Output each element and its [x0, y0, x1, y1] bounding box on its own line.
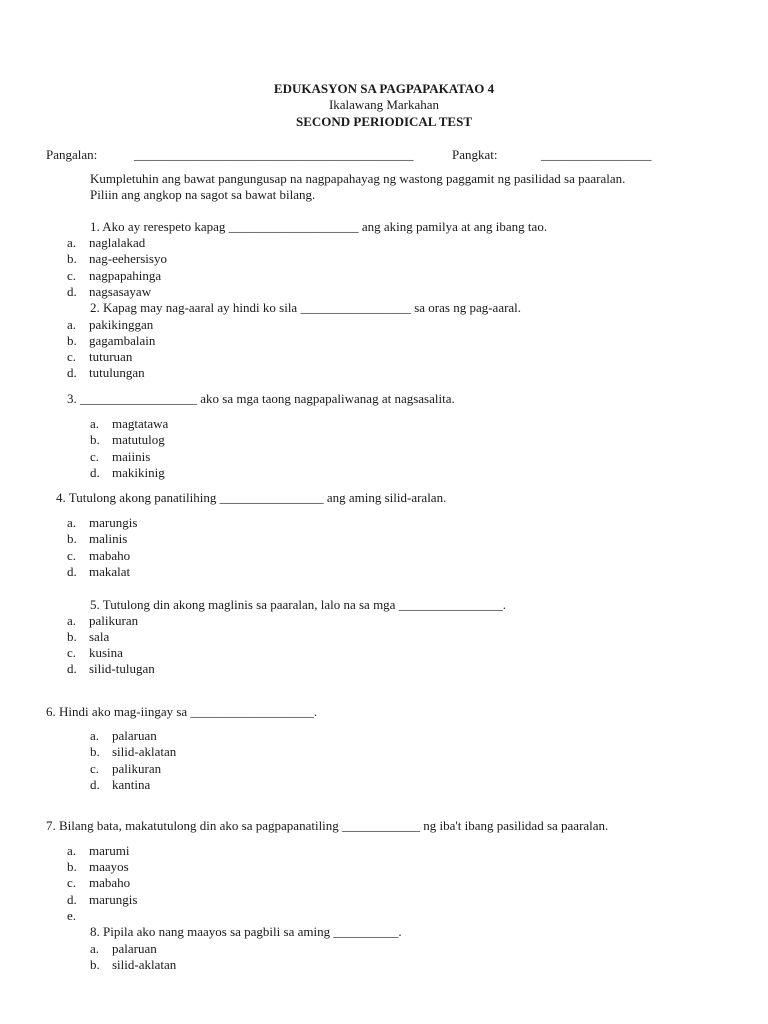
- option-text: nagpapahinga: [89, 268, 162, 283]
- option-letter: d.: [67, 365, 77, 380]
- option-text: kantina: [112, 777, 151, 792]
- name-blank: ___________________________________________: [134, 147, 414, 162]
- q8-option-a: [90, 941, 157, 957]
- q7-option-d: [67, 892, 137, 908]
- q2-option-d: [67, 365, 145, 381]
- option-text: palaruan: [112, 941, 157, 956]
- instruction-line-2: Piliin ang angkop na sagot sa bawat bilang.: [90, 187, 316, 202]
- option-text: matutulog: [112, 432, 165, 447]
- option-letter: d.: [67, 661, 77, 676]
- option-letter: b.: [90, 957, 100, 972]
- option-letter: c.: [90, 761, 100, 776]
- question-3: 3. __________________ ako sa mga taong nagpapaliwanag at nagsasalita.: [67, 391, 455, 406]
- option-text: makikinig: [112, 465, 165, 480]
- option-text: pakikinggan: [89, 317, 154, 332]
- option-letter: b.: [90, 744, 100, 759]
- q3-option-c: [90, 449, 150, 465]
- q2-option-b: [67, 333, 155, 349]
- option-text: magtatawa: [112, 416, 169, 431]
- q5-option-d: [67, 661, 155, 677]
- option-text: naglalakad: [89, 235, 146, 250]
- option-letter: c.: [67, 645, 77, 660]
- q3-option-a: [90, 416, 168, 432]
- q5-option-c: [67, 645, 123, 661]
- q1-option-c: [67, 268, 161, 284]
- q8-option-b: [90, 957, 176, 973]
- question-2: 2. Kapag may nag-aaral ay hindi ko sila _________________ sa oras ng pag-aaral.: [90, 300, 522, 315]
- option-text: marungis: [89, 515, 138, 530]
- option-letter: b.: [90, 432, 100, 447]
- q7-option-c: [67, 875, 130, 891]
- option-letter: c.: [90, 449, 100, 464]
- option-letter: a.: [67, 235, 77, 250]
- option-letter: b.: [67, 629, 77, 644]
- option-letter: c.: [67, 268, 77, 283]
- q2-option-c: [67, 349, 132, 365]
- q1-option-a: [67, 235, 145, 251]
- option-letter: c.: [67, 548, 77, 563]
- q1-option-d: [67, 284, 151, 300]
- option-text: silid-tulugan: [89, 661, 155, 676]
- option-text: palikuran: [112, 761, 162, 776]
- q1-option-b: [67, 251, 167, 267]
- option-letter: c.: [67, 349, 77, 364]
- q7-option-b: [67, 859, 129, 875]
- option-text: sala: [89, 629, 110, 644]
- option-text: kusina: [89, 645, 123, 660]
- option-letter: a.: [90, 416, 100, 431]
- q7-option-e: [67, 908, 89, 924]
- q3-option-b: [90, 432, 165, 448]
- q6-option-a: [90, 728, 157, 744]
- option-letter: a.: [67, 317, 77, 332]
- q5-option-a: [67, 613, 138, 629]
- option-letter: a.: [67, 515, 77, 530]
- q2-option-a: [67, 317, 153, 333]
- option-letter: b.: [67, 251, 77, 266]
- option-letter: d.: [67, 284, 77, 299]
- option-text: makalat: [89, 564, 131, 579]
- option-text: malinis: [89, 531, 128, 546]
- option-text: silid-aklatan: [112, 957, 177, 972]
- option-letter: d.: [67, 564, 77, 579]
- test-title: SECOND PERIODICAL TEST: [295, 114, 473, 129]
- option-letter: e.: [67, 908, 77, 923]
- option-text: marumi: [89, 843, 130, 858]
- option-letter: a.: [67, 613, 77, 628]
- option-letter: b.: [67, 859, 77, 874]
- option-letter: d.: [90, 777, 100, 792]
- option-letter: a.: [90, 941, 100, 956]
- option-text: palikuran: [89, 613, 139, 628]
- option-letter: b.: [67, 531, 77, 546]
- q4-option-a: [67, 515, 137, 531]
- q4-option-d: [67, 564, 130, 580]
- option-text: palaruan: [112, 728, 157, 743]
- section-label: Pangkat:: [452, 147, 498, 162]
- question-4: 4. Tutulong akong panatilihing ________________ ang aming silid-aralan.: [56, 490, 447, 505]
- subject-title: EDUKASYON SA PAGPAPAKATAO 4: [273, 81, 495, 96]
- q3-option-d: [90, 465, 165, 481]
- option-text: mabaho: [89, 548, 131, 563]
- option-letter: c.: [67, 875, 77, 890]
- option-text: mabaho: [89, 875, 131, 890]
- question-1: 1. Ako ay rerespeto kapag ____________________ ang aking pamilya at ang ibang tao.: [90, 219, 548, 234]
- name-label: Pangalan:: [46, 147, 98, 162]
- option-text: gagambalain: [89, 333, 156, 348]
- option-text: tuturuan: [89, 349, 133, 364]
- option-letter: d.: [90, 465, 100, 480]
- q6-option-c: [90, 761, 161, 777]
- question-7: 7. Bilang bata, makatutulong din ako sa pagpapanatiling ____________ ng iba't ibang pasilidad sa paaralan.: [46, 818, 609, 833]
- option-letter: a.: [90, 728, 100, 743]
- option-text: silid-aklatan: [112, 744, 177, 759]
- option-text: maiinis: [112, 449, 151, 464]
- option-text: tutulungan: [89, 365, 145, 380]
- question-8: 8. Pipila ako nang maayos sa pagbili sa aming __________.: [90, 924, 402, 939]
- q5-option-b: [67, 629, 109, 645]
- q4-option-c: [67, 548, 130, 564]
- quarter-subtitle: Ikalawang Markahan: [328, 97, 440, 112]
- option-letter: d.: [67, 892, 77, 907]
- q4-option-b: [67, 531, 127, 547]
- section-blank: _________________: [541, 147, 652, 162]
- option-text: nagsasayaw: [89, 284, 152, 299]
- option-text: marungis: [89, 892, 138, 907]
- question-5: 5. Tutulong din akong maglinis sa paaralan, lalo na sa mga ________________.: [90, 597, 506, 612]
- q6-option-b: [90, 744, 176, 760]
- question-6: 6. Hindi ako mag-iingay sa ___________________.: [46, 704, 318, 719]
- q6-option-d: [90, 777, 150, 793]
- option-text: maayos: [89, 859, 129, 874]
- option-text: nag-eehersisyo: [89, 251, 167, 266]
- instruction-line-1: Kumpletuhin ang bawat pangungusap na nagpapahayag ng wastong paggamit ng pasilidad sa paaralan.: [90, 171, 626, 186]
- option-letter: b.: [67, 333, 77, 348]
- q7-option-a: [67, 843, 129, 859]
- option-letter: a.: [67, 843, 77, 858]
